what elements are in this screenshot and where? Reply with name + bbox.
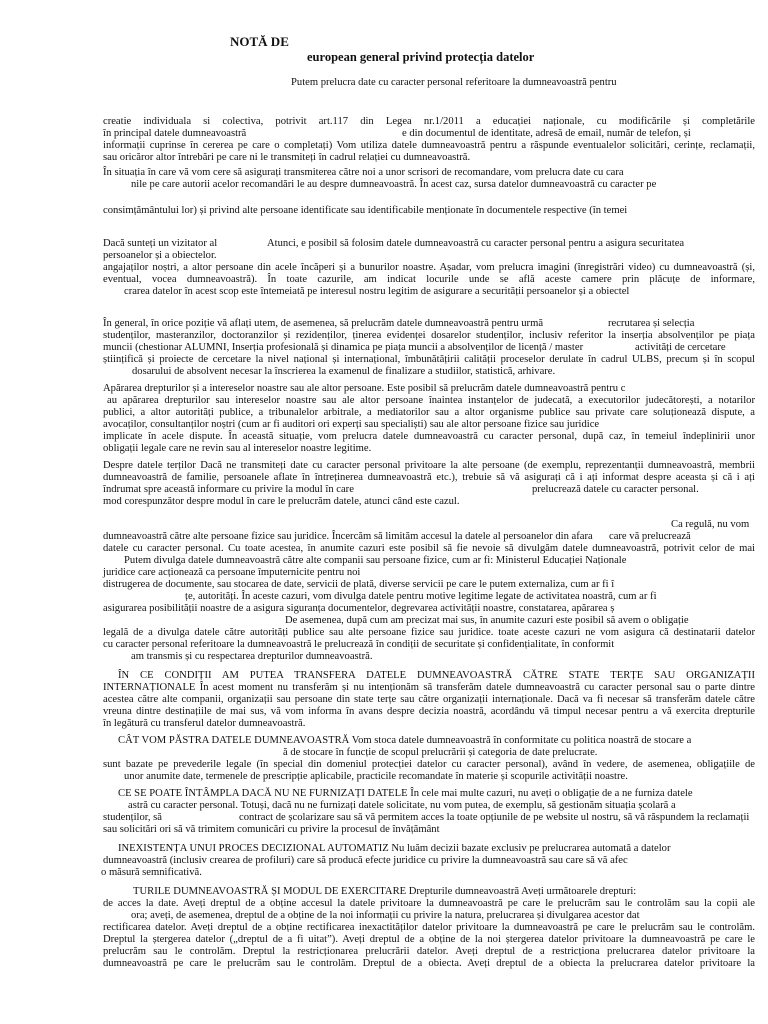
body-text-line: dumneavoastră (inclusiv crearea de profiluri) care să producă efecte juridice cu privire la dumneavoastră sau care să vă afec xyxy=(103,855,628,866)
body-text-line: acestea către alte companii, organizații sau persoane din state terțe sau către organizații internaționale. Dacă va fi necesar să transferăm datele către xyxy=(103,694,755,705)
body-text-line: În general, în orice poziție vă aflați utem, de asemenea, să prelucrăm datele dumneavoastră pentru urmă xyxy=(103,318,544,329)
body-text-line: Ca regulă, nu vom xyxy=(671,519,750,530)
body-text-line: am transmis și cu respectarea drepturilor dumneavoastră. xyxy=(131,651,373,662)
body-text-line: angajaților noștri, a altor persoane din acele încăperi și a bunurilor noastre. Așadar, vom prelucra imagini (înregistrări video) cu dumneavoastră (și, xyxy=(103,262,755,273)
body-text-line: contract de școlarizare sau să vă permitem acces la toate opțiunile de pe website ul nostru, să vă răspundem la reclamații xyxy=(239,812,750,823)
body-text-line: eventual, vocea dumneavoastră). În toate cazurile, am indicat locurile unde se află aceste camere prin plăcuțe de informare, xyxy=(103,274,755,285)
body-text-line: Putem divulga datele dumneavoastră către alte companii sau persoane fizice, cum ar fi: Ministerul Educației Naționale xyxy=(124,555,627,566)
body-text-line: publici, a altor autorități publice, a tribunalelor arbitrale, a mediatorilor sau a altor organisme publice sau private care soluționează dispute, a xyxy=(103,407,755,418)
body-text-line: TURILE DUMNEAVOASTRĂ ȘI MODUL DE EXERCITARE Drepturile dumneavoastră Aveți următoarele drepturi: xyxy=(133,886,637,897)
body-text-line: INTERNAȚIONALE În acest moment nu transferăm și nu intenționăm să transferăm datele dumneavoastră cu caracter personal sau o parte dintre xyxy=(103,682,755,693)
body-text-line: Dreptul la ștergerea datelor („dreptul de a fi uitat”). Aveți dreptul de a obține de la noi ștergerea datelor privitoare la dumneavoastră pe care le xyxy=(103,934,755,945)
body-text-line: studenților, să xyxy=(103,812,163,823)
body-text-line: în legătură cu transferul datelor dumneavoastră. xyxy=(103,718,306,729)
document-title: NOTĂ DE xyxy=(230,34,289,49)
body-text-line: juridice care acționează ca persoane împuternicite pentru noi xyxy=(103,567,361,578)
body-text-line: INEXISTENȚA UNUI PROCES DECIZIONAL AUTOMATIZ Nu luăm decizii bazate exclusiv pe prelucrarea automată a datelor xyxy=(118,843,671,854)
intro-line: Putem prelucra date cu caracter personal referitoare la dumneavoastră pentru xyxy=(291,77,617,88)
body-text-line: unor anumite date, termenele de prescripție aplicabile, practicile recomandate în materie și scopurile activității noastre. xyxy=(124,771,628,782)
body-text-line: persoanelor și a obiectelor. xyxy=(103,250,217,261)
body-text-line: asigurarea posibilității noastre de a asigura siguranța documentelor, degrevarea activității noastre, constatarea, apărarea ș xyxy=(103,603,615,614)
body-text-line: legală de a divulga datele către autorități publice sau alte persoane fizice sau juridice. toate aceste cazuri ne vom asigura că destinatarii datelor xyxy=(103,627,755,638)
body-text-line: rectificarea datelor. Aveți dreptul de a obține rectificarea inexactităților datelor privitoare la dumneavoastră pe care le prelucrăm sau le controlăm. xyxy=(103,922,755,933)
body-text-line: țe, autorități. În aceste cazuri, vom divulga datele pentru motive legitime legate de activitatea noastră, cum ar fi xyxy=(185,591,657,602)
body-text-line: îndrumat spre această informare cu privire la modul în care xyxy=(103,484,354,495)
body-text-line: studenților, masteranzilor, doctoranzilor și rezidenților, ținerea evidenței dosarelor studenților, inclusiv referitor la inserția absolvenților pe piața xyxy=(103,330,755,341)
body-text-line: Atunci, e posibil să folosim datele dumneavoastră cu caracter personal pentru a asigura securitatea xyxy=(267,238,685,249)
body-text-line: dumneavoastră către alte persoane fizice sau juridice. Încercăm să limităm accesul la datele al persoanelor din afara xyxy=(103,531,593,542)
body-text-line: CÂT VOM PĂSTRA DATELE DUMNEAVOASTRĂ Vom stoca datele dumneavoastră în conformitate cu politica noastră de stocare a xyxy=(118,735,692,746)
body-text-line: sunt bazate pe prevederile legale (în special din domeniul protecției datelor cu caracter personal), având în vedere, de asemenea, obligațiile de xyxy=(103,759,755,770)
body-text-line: Apărarea drepturilor și a intereselor noastre sau ale altor persoane. Este posibil să prelucrăm datele dumneavoastră pentru c xyxy=(103,383,626,394)
body-text-line: prelucrează datele cu caracter personal. xyxy=(532,484,699,495)
body-text-line: nile pe care autorii acelor recomandări le au despre dumneavoastră. În acest caz, sursa datelor dumneavoastră cu caracter pe xyxy=(131,179,657,190)
body-text-line: dosarului de absolvent necesar la înscrierea la examenul de finalizare a studiilor, statistică, arhivare. xyxy=(132,366,556,377)
body-text-line: o măsură semnificativă. xyxy=(101,867,202,878)
body-text-line: sau solicitări ori să vă trimitem comunicări cu privire la procesul de învățământ xyxy=(103,824,440,835)
body-text-line: astră cu caracter personal. Totuși, dacă nu ne furnizați datele solicitate, nu vom putea, de exemplu, să gestionăm situația școlară a xyxy=(128,800,676,811)
body-text-line: informații cuprinse în cererea pe care o completați) Vom utiliza datele dumneavoastră pentru a răspunde eventualelor solicitări, cerințe, reclamații, xyxy=(103,140,755,151)
body-text-line: dumneavoastră pe care le prelucrăm sau le controlăm. Dreptul de a obiecta. Aveți dreptul de a obiecta la prelucrarea datelor privitoare la xyxy=(103,958,755,969)
body-text-line: crarea datelor în acest scop este întemeiată pe interesul nostru legitim de asigurare a securității persoanelor și a obiectel xyxy=(124,286,630,297)
body-text-line: prelucrăm sau le controlăm. Dreptul la restricționarea prelucrării datelor. Aveți dreptul de a restricționa prelucrarea datelor privitoare la xyxy=(103,946,755,957)
body-text-line: implicate în acele dispute. În această situație, vom prelucra datele dumneavoastră cu caracter personal, după caz, în temeiul îndeplinirii unor xyxy=(103,431,755,442)
body-text-line: în principal datele dumneavoastră xyxy=(103,128,247,139)
body-text-line: sau oricăror altor întrebări pe care ni le transmiteți în cadrul relației cu dumneavoastră. xyxy=(103,152,471,163)
body-text-line: avocaților, consultanților noștri (cum ar fi auditori ori experți sau specialiști) sau ale altor persoane fizice sau juridice xyxy=(103,419,600,430)
body-text-line: De asemenea, după cum am precizat mai sus, în anumite cazuri este posibil să avem o obligație xyxy=(285,615,689,626)
body-text-line: vreuna dintre destinațiile de mai sus, vă vom informa în avans despre decizia noastră, acordându vă timpul necesar pentru a vă exercita drepturile xyxy=(103,706,755,717)
body-text-line: ora; aveți, de asemenea, dreptul de a obține de la noi informații cu privire la natura, prelucrarea și divulgarea acestor dat xyxy=(131,910,640,921)
body-text-line: ÎN CE CONDIȚII AM PUTEA TRANSFERA DATELE DUMNEAVOASTRĂ CĂTRE STATE TERȚE SAU ORGANIZAȚII xyxy=(118,670,755,681)
body-text-line: au apărarea drepturilor sau intereselor noastre sau ale altor persoane înaintea instanțelor de judecată, a executorilor judecătorești, a notarilor xyxy=(107,395,755,406)
body-text-line: activități de cercetare xyxy=(635,342,726,353)
body-text-line: e din documentul de identitate, adresă de email, număr de telefon, și xyxy=(402,128,691,139)
body-text-line: CE SE POATE ÎNTÂMPLA DACĂ NU NE FURNIZAȚI DATELE În cele mai multe cazuri, nu aveți o obligație de a ne furniza datele xyxy=(118,788,693,799)
body-text-line: recrutarea și selecția xyxy=(608,318,695,329)
body-text-line: Dacă sunteți un vizitator al xyxy=(103,238,218,249)
body-text-line: mod corespunzător despre modul în care le prelucrăm datele, atunci când este cazul. xyxy=(103,496,460,507)
body-text-line: științifică și proiecte de cercetare la nivel național și internațional, îmbunătățirii calității proceselor derulate în cadrul ULBS, precum și în scopul xyxy=(103,354,755,365)
document-subtitle: european general privind protecția datelor xyxy=(307,50,535,64)
body-text-line: consimțământului lor) și privind alte persoane identificate sau identificabile menționate în documentele respective (în temei xyxy=(103,205,628,216)
body-text-line: de acces la date. Aveți dreptul de a obține accesul la datele privitoare la dumneavoastră pe care le prelucrăm sau le controlăm sau la copii ale xyxy=(103,898,755,909)
body-text-line: Despre datele terților Dacă ne transmiteți date cu caracter personal privitoare la alte persoane (de exemplu, reprezentanții dumneavoastră, membrii xyxy=(103,460,755,471)
body-text-line: dumneavoastră de familie, persoanele aflate în întreținerea dumneavoastră etc.), trebuie să vă asigurați că i ați informat despre aceasta și că i ați xyxy=(103,472,755,483)
body-text-line: obligații legale care ne revin sau al intereselor noastre legitime. xyxy=(103,443,372,454)
body-text-line: muncii (chestionar ALUMNI, Inserția profesională și dinamica pe piața muncii a absolvenților de licență / master xyxy=(103,342,584,353)
body-text-line: care vă prelucrează xyxy=(609,531,691,542)
body-text-line: creatie individuala si colectiva, potrivit art.117 din Legea nr.1/2011 a educației naționale, cu modificările și completările xyxy=(103,116,755,127)
body-text-line: cu caracter personal referitoare la dumneavoastră le prelucrează în condiții de securitate și confidențialitate, în conformit xyxy=(103,639,615,650)
body-text-line: datele cu caracter personal. Cu toate acestea, în anumite cazuri este posibil să fie nevoie să divulgăm datele dumneavoastră, potrivit celor de mai xyxy=(103,543,755,554)
body-text-line: În situația în care vă vom cere să asigurați transmiterea către noi a unor scrisori de recomandare, vom prelucra date cu cara xyxy=(103,167,624,178)
body-text-line: ă de stocare în funcție de scopul prelucrării și categoria de date prelucrate. xyxy=(283,747,598,758)
body-text-line: distrugerea de documente, sau stocarea de date, servicii de plată, diverse servicii pe care le putem externaliza, cum ar fi î xyxy=(103,579,615,590)
